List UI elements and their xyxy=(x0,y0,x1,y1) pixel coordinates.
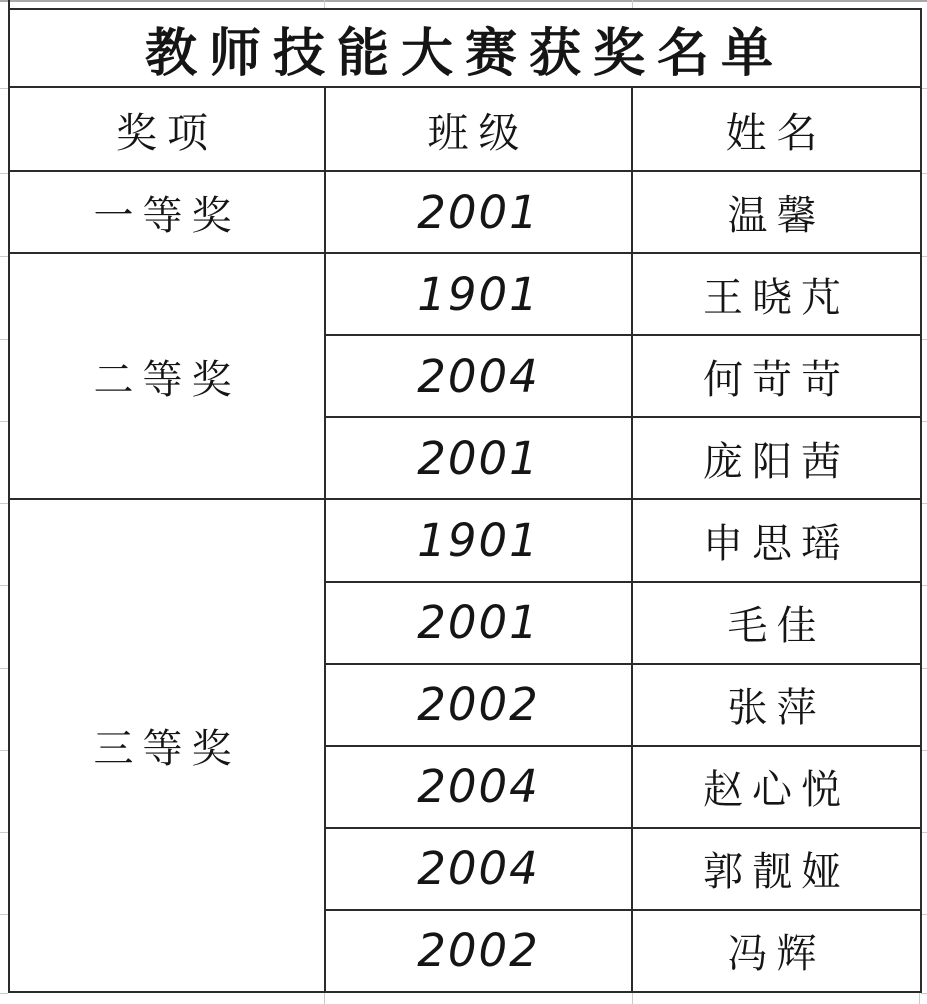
sheet-gridline xyxy=(0,750,8,751)
table-row xyxy=(9,171,921,253)
sheet-gridline xyxy=(0,914,8,915)
class-cell[interactable]: 2001 xyxy=(325,582,632,664)
screen-top-edge-line xyxy=(0,0,927,2)
name-cell[interactable]: 温馨 xyxy=(632,171,921,253)
class-cell[interactable]: 2004 xyxy=(325,828,632,910)
class-cell[interactable]: 1901 xyxy=(325,499,632,581)
sheet-gridline xyxy=(919,993,920,1004)
sheet-gridline xyxy=(8,0,10,8)
sheet-gridline xyxy=(0,832,8,833)
name-cell[interactable]: 郭靓娅 xyxy=(632,828,921,910)
class-cell[interactable]: 1901 xyxy=(325,253,632,335)
class-cell[interactable]: 2004 xyxy=(325,746,632,828)
award-cell-first-prize[interactable]: 一等奖 xyxy=(9,171,325,253)
sheet-gridline xyxy=(324,993,325,1004)
table-title-cell[interactable]: 教师技能大赛获奖名单 xyxy=(9,9,921,87)
sheet-gridline xyxy=(632,993,633,1004)
award-cell-third-prize[interactable]: 三等奖 xyxy=(9,499,325,992)
name-cell[interactable]: 毛佳 xyxy=(632,582,921,664)
table-row xyxy=(9,499,921,581)
class-cell[interactable]: 2004 xyxy=(325,335,632,417)
sheet-gridline xyxy=(0,88,8,89)
header-class-cell[interactable]: 班级 xyxy=(325,87,632,171)
sheet-gridline xyxy=(0,993,8,994)
sheet-gridline xyxy=(0,503,8,504)
name-cell[interactable]: 王晓芃 xyxy=(632,253,921,335)
sheet-gridline xyxy=(0,339,8,340)
award-cell-second-prize[interactable]: 二等奖 xyxy=(9,253,325,499)
table-row xyxy=(9,253,921,335)
class-cell[interactable]: 2002 xyxy=(325,910,632,992)
award-table xyxy=(8,8,922,993)
sheet-gridline xyxy=(921,993,927,994)
sheet-gridline xyxy=(0,585,8,586)
header-row xyxy=(9,87,921,171)
sheet-gridline xyxy=(324,0,325,8)
header-award-cell[interactable]: 奖项 xyxy=(9,87,325,171)
header-name-cell[interactable]: 姓名 xyxy=(632,87,921,171)
class-cell[interactable]: 2001 xyxy=(325,417,632,499)
name-cell[interactable]: 张萍 xyxy=(632,664,921,746)
sheet-gridline xyxy=(0,256,8,257)
sheet-gridline xyxy=(0,173,8,174)
sheet-gridline xyxy=(0,668,8,669)
title-row xyxy=(9,9,921,87)
name-cell[interactable]: 冯辉 xyxy=(632,910,921,992)
name-cell[interactable]: 赵心悦 xyxy=(632,746,921,828)
sheet-gridline xyxy=(632,0,633,8)
name-cell[interactable]: 何苛苛 xyxy=(632,335,921,417)
class-cell[interactable]: 2002 xyxy=(325,664,632,746)
name-cell[interactable]: 申思瑶 xyxy=(632,499,921,581)
name-cell[interactable]: 庞阳茜 xyxy=(632,417,921,499)
class-cell[interactable]: 2001 xyxy=(325,171,632,253)
sheet-gridline xyxy=(0,421,8,422)
